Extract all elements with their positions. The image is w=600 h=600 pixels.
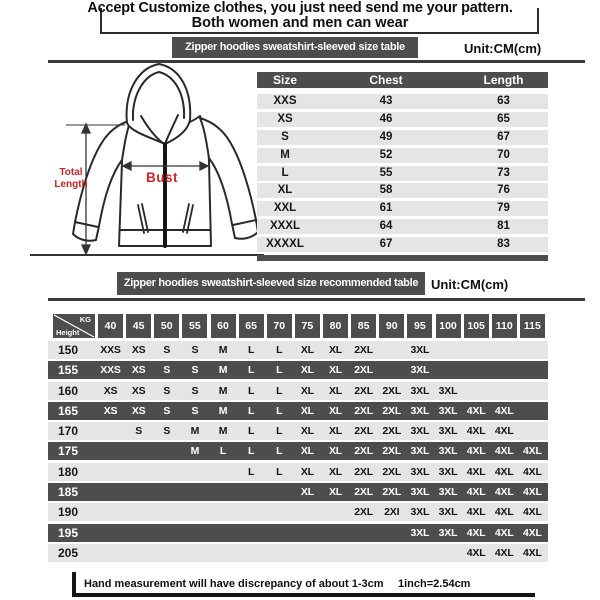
reco-table-unit-label: Unit:CM(cm) — [431, 277, 509, 292]
height-label: 165 — [58, 403, 79, 418]
reco-table-row — [48, 524, 548, 542]
size-table-cell: L — [281, 166, 289, 179]
height-label: 195 — [58, 525, 79, 540]
size-table-cell: 70 — [497, 148, 510, 161]
page-title: Accept Customize clothes, you just need send me your pattern. — [87, 0, 513, 16]
reco-size-cell: XL — [300, 465, 314, 478]
reco-size-cell: 3XL — [438, 526, 458, 539]
reco-size-cell: XL — [300, 425, 314, 438]
size-table-cell: XS — [277, 112, 293, 125]
reco-size-cell: M — [218, 425, 228, 438]
hoodie-illustration — [28, 60, 266, 260]
weight-header-cell: 100 — [436, 314, 461, 338]
reco-size-cell: 4XL — [466, 445, 486, 458]
reco-size-cell: S — [135, 425, 143, 438]
reco-size-cell: L — [248, 364, 255, 377]
reco-size-cell: 4XL — [466, 486, 486, 499]
height-label: 190 — [58, 505, 79, 520]
reco-size-cell: XS — [131, 384, 146, 397]
size-table-cell: 46 — [379, 112, 393, 125]
reco-size-cell: 2XL — [382, 465, 402, 478]
reco-size-cell: XS — [103, 384, 118, 397]
reco-size-cell: XXS — [100, 364, 121, 377]
reco-size-cell: 4XL — [523, 526, 542, 539]
reco-size-cell: L — [219, 445, 227, 458]
weight-header-cell: 45 — [126, 314, 151, 338]
reco-size-cell: 4XL — [494, 465, 514, 478]
reco-table — [48, 314, 548, 564]
reco-table-row — [48, 382, 548, 400]
weight-header-cell: 70 — [267, 314, 292, 338]
size-table-cell: 76 — [497, 184, 510, 197]
height-label: 155 — [58, 363, 79, 378]
reco-size-cell: 2XL — [382, 404, 402, 417]
reco-size-cell: 4XL — [494, 526, 514, 539]
reco-size-cell: 3XL — [410, 465, 430, 478]
reco-size-cell: 2XL — [382, 445, 402, 458]
reco-size-cell: 2XL — [354, 384, 373, 397]
weight-header-cell: 40 — [98, 314, 123, 338]
reco-size-cell: 2XL — [354, 486, 373, 499]
size-table-bottom-bar — [257, 255, 548, 261]
reco-size-cell: L — [248, 404, 255, 417]
weight-header-cell: 90 — [379, 314, 404, 338]
size-table-row — [257, 183, 548, 198]
size-table-cell: XL — [277, 184, 293, 197]
reco-size-cell: XL — [328, 344, 343, 356]
reco-table-row — [48, 361, 548, 379]
length-column-header: Length — [483, 73, 524, 87]
size-table-cell: 43 — [379, 95, 393, 107]
chest-column-header: Chest — [369, 73, 403, 87]
size-table-cell: XXXL — [269, 220, 301, 233]
reco-size-cell: XL — [300, 486, 314, 499]
size-table-header — [257, 72, 548, 88]
reco-size-cell: 2XL — [354, 506, 373, 519]
reco-size-cell: L — [276, 404, 283, 417]
size-table-cell: M — [280, 148, 290, 161]
height-label: 170 — [58, 424, 79, 439]
reco-size-cell: S — [163, 384, 171, 397]
reco-size-cell: 4XL — [466, 546, 486, 559]
height-label: 150 — [58, 343, 79, 357]
reco-size-cell: L — [276, 384, 283, 397]
reco-size-cell: M — [218, 344, 228, 356]
reco-size-cell: 2XL — [382, 384, 402, 397]
reco-size-cell: 3XL — [438, 384, 458, 397]
reco-size-cell: S — [163, 404, 171, 417]
corner-height-label: Height — [56, 328, 80, 337]
reco-size-cell: M — [218, 384, 228, 397]
reco-size-cell: 2XL — [382, 486, 402, 499]
size-table-body — [257, 94, 548, 252]
reco-size-cell: M — [190, 425, 200, 438]
reco-table-row — [48, 463, 548, 481]
size-table-cell: 63 — [497, 95, 510, 107]
reco-size-cell: 3XL — [410, 526, 430, 539]
height-label: 160 — [58, 383, 79, 398]
reco-size-cell: 2XL — [354, 445, 373, 458]
reco-size-cell: 4XL — [523, 506, 542, 519]
size-table-cell: XXS — [273, 95, 297, 107]
size-table — [257, 72, 548, 261]
size-table-section-title: Zipper hoodies sweatshirt-sleeved size table — [172, 37, 418, 58]
corner-kg-label: KG — [79, 315, 91, 324]
measurement-note: Hand measurement will have discrepancy of about 1-3cm — [84, 578, 384, 590]
reco-size-cell: 4XL — [466, 465, 486, 478]
reco-size-cell: S — [163, 344, 171, 356]
reco-size-cell: L — [276, 364, 283, 377]
reco-size-cell: 3XL — [410, 486, 430, 499]
size-column-header: Size — [272, 73, 297, 87]
reco-size-cell: S — [191, 344, 199, 356]
hoodie-diagram — [28, 60, 266, 260]
weight-header-cell: 75 — [295, 314, 320, 338]
reco-table-row — [48, 402, 548, 420]
size-table-cell: 52 — [379, 148, 393, 161]
size-table-unit-label: Unit:CM(cm) — [464, 41, 542, 56]
size-table-cell: 81 — [497, 220, 510, 233]
reco-corner-cell — [53, 314, 95, 338]
reco-size-cell: 3XL — [438, 465, 458, 478]
size-table-cell: 73 — [497, 166, 510, 179]
weight-header-cell: 60 — [211, 314, 236, 338]
page-subtitle: Both women and men can wear — [191, 15, 409, 31]
reco-size-cell: 3XL — [438, 404, 458, 417]
hoodie-hood — [127, 64, 191, 144]
reco-size-cell: 2XL — [382, 425, 402, 438]
reco-size-cell: XS — [131, 344, 146, 356]
reco-size-cell: M — [218, 364, 228, 377]
reco-size-cell: 3XL — [410, 344, 430, 356]
reco-size-cell: L — [248, 344, 255, 356]
reco-size-cell: 3XL — [438, 445, 458, 458]
reco-size-cell: L — [248, 384, 255, 397]
reco-size-cell: 4XL — [523, 465, 542, 478]
reco-table-row — [48, 544, 548, 562]
reco-size-cell: 4XL — [494, 445, 514, 458]
size-table-row — [257, 201, 548, 216]
reco-size-cell: 4XL — [466, 506, 486, 519]
reco-table-row — [48, 503, 548, 521]
reco-size-cell: 2XL — [354, 344, 373, 356]
reco-size-cell: XXS — [100, 344, 121, 356]
reco-size-cell: XL — [300, 384, 314, 397]
weight-header-cell: 50 — [154, 314, 179, 338]
height-label: 205 — [58, 545, 79, 560]
reco-table-row — [48, 422, 548, 440]
footer-bracket-bottom — [72, 593, 535, 597]
weight-header-cell: 65 — [239, 314, 264, 338]
height-label: 175 — [58, 444, 79, 459]
reco-size-cell: 4XL — [494, 546, 514, 559]
reco-size-cell: S — [191, 364, 199, 377]
height-label: 185 — [58, 485, 79, 500]
size-table-cell: 67 — [497, 130, 510, 143]
reco-size-cell: 4XL — [466, 526, 486, 539]
bust-label: Bust — [146, 170, 178, 185]
reco-size-cell: 4XL — [494, 486, 514, 499]
reco-size-cell: XL — [300, 344, 314, 356]
weight-header-cell: 80 — [323, 314, 348, 338]
size-table-cell: 55 — [379, 166, 393, 179]
reco-size-cell: XS — [131, 364, 146, 377]
reco-size-cell: XL — [328, 425, 343, 438]
reco-size-cell: 3XL — [410, 506, 430, 519]
reco-size-cell: XL — [328, 486, 343, 499]
reco-size-cell: 3XL — [410, 364, 430, 377]
reco-size-cell: 4XL — [466, 404, 486, 417]
size-table-row — [257, 94, 548, 109]
inch-conversion-note: 1inch=2.54cm — [398, 578, 471, 590]
size-table-cell: 58 — [379, 184, 393, 197]
reco-size-cell: 4XL — [466, 425, 486, 438]
reco-size-cell: XL — [300, 404, 314, 417]
reco-size-cell: 4XL — [494, 425, 514, 438]
size-table-cell: 67 — [379, 238, 393, 251]
size-table-cell: 83 — [497, 238, 510, 251]
reco-size-cell: 4XL — [494, 506, 514, 519]
weight-header-cell: 115 — [520, 314, 545, 338]
reco-size-cell: 3XL — [410, 404, 430, 417]
reco-size-cell: 4XL — [494, 404, 514, 417]
size-table-row — [257, 148, 548, 163]
weight-header-cell: 85 — [351, 314, 376, 338]
reco-size-cell: 2XL — [354, 404, 373, 417]
reco-size-cell: S — [191, 384, 199, 397]
size-table-row — [257, 237, 548, 252]
weight-header-cell: 55 — [182, 314, 207, 338]
reco-size-cell: 4XL — [523, 486, 542, 499]
reco-table-row — [48, 442, 548, 460]
reco-size-cell: XS — [131, 404, 146, 417]
reco-table-row — [48, 483, 548, 501]
reco-size-cell: XL — [328, 384, 343, 397]
reco-size-cell: L — [276, 465, 283, 478]
reco-table-body — [48, 341, 548, 564]
reco-size-cell: L — [248, 465, 255, 478]
reco-size-cell: 2XL — [354, 425, 373, 438]
size-table-row — [257, 130, 548, 145]
reco-table-section-title: Zipper hoodies sweatshirt-sleeved size recommended table — [117, 272, 425, 295]
size-table-cell: S — [281, 130, 289, 143]
reco-size-cell: 2XI — [384, 506, 400, 519]
reco-size-cell: L — [276, 425, 283, 438]
reco-size-cell: M — [190, 445, 200, 458]
reco-size-cell: 3XL — [438, 486, 458, 499]
reco-table-row — [48, 341, 548, 359]
size-table-cell: XXXXL — [266, 238, 304, 251]
reco-size-cell: XL — [328, 465, 343, 478]
reco-size-cell: 3XL — [410, 425, 430, 438]
weight-header-cell: 110 — [492, 314, 517, 338]
total-length-label: Total Length — [54, 167, 88, 190]
reco-size-cell: 3XL — [410, 445, 430, 458]
reco-size-cell: XL — [300, 364, 314, 377]
reco-size-cell: L — [276, 445, 283, 458]
reco-size-cell: L — [248, 425, 255, 438]
reco-size-cell: M — [218, 404, 228, 417]
reco-size-cell: 3XL — [438, 425, 458, 438]
weight-header-cell: 95 — [407, 314, 432, 338]
size-table-cell: 79 — [497, 202, 510, 215]
reco-table-header — [48, 314, 548, 338]
size-table-row — [257, 166, 548, 181]
reco-size-cell: S — [163, 425, 171, 438]
weight-header-cell: 105 — [464, 314, 489, 338]
reco-size-cell: XL — [328, 445, 343, 458]
size-table-row — [257, 219, 548, 234]
reco-size-cell: 4XL — [523, 445, 542, 458]
reco-size-cell: 3XL — [410, 384, 430, 397]
size-table-cell: 49 — [379, 130, 393, 143]
reco-size-cell: 2XL — [354, 465, 373, 478]
reco-size-cell: S — [163, 364, 171, 377]
section2-divider — [48, 298, 585, 301]
size-table-cell: XXL — [273, 202, 297, 215]
reco-size-cell: S — [191, 404, 199, 417]
size-table-cell: 61 — [379, 202, 393, 215]
reco-size-cell: XL — [328, 364, 343, 377]
size-table-row — [257, 112, 548, 127]
reco-size-cell: L — [276, 344, 283, 356]
reco-size-cell: XS — [103, 404, 118, 417]
size-table-cell: 65 — [497, 112, 510, 125]
reco-size-cell: 2XL — [354, 364, 373, 377]
height-label: 180 — [58, 464, 79, 479]
reco-size-cell: 4XL — [523, 546, 542, 559]
reco-size-cell: XL — [328, 404, 343, 417]
reco-size-cell: L — [248, 445, 255, 458]
reco-size-cell: XL — [300, 445, 314, 458]
reco-size-cell: 3XL — [438, 506, 458, 519]
size-table-cell: 64 — [379, 220, 393, 233]
